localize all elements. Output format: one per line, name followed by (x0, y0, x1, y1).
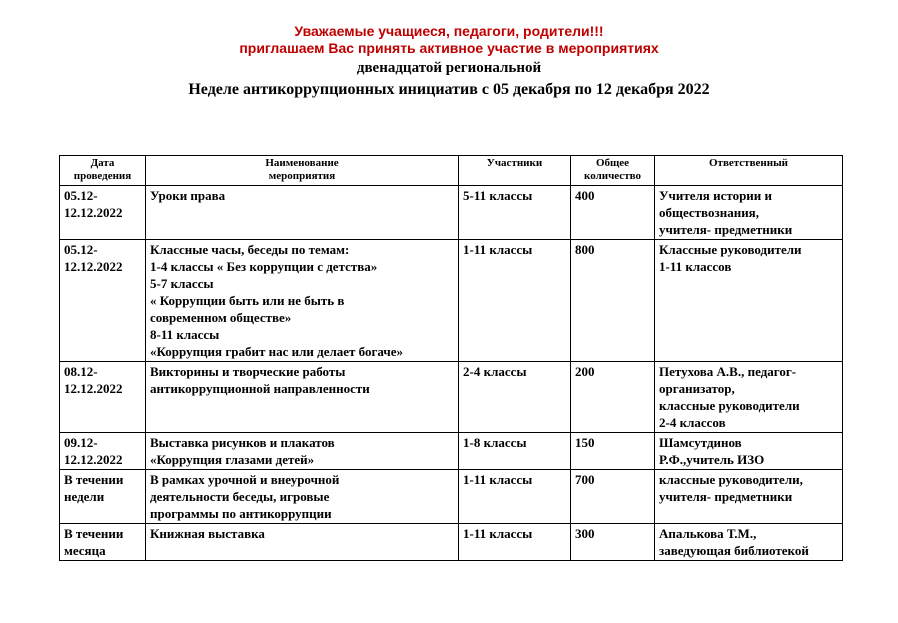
cell-participants: 2-4 классы (459, 362, 571, 433)
cell-name: Викторины и творческие работы антикоррупционной направленности (146, 362, 459, 433)
header-name: Наименование мероприятия (146, 156, 459, 186)
header-line-2: приглашаем Вас принять активное участие в мероприятиях (239, 40, 659, 56)
cell-count: 400 (571, 186, 655, 240)
header-participants: Участники (459, 156, 571, 186)
cell-date: 08.12- 12.12.2022 (60, 362, 146, 433)
header-line-1: Уважаемые учащиеся, педагоги, родители!!! (294, 23, 604, 39)
table-row (60, 433, 843, 470)
header-title: Неделе антикоррупционных инициатив с 05 декабря по 12 декабря 2022 (188, 81, 710, 98)
header-count: Общее количество (571, 156, 655, 186)
cell-count: 300 (571, 524, 655, 561)
cell-responsible: классные руководители, учителя- предметники (655, 470, 843, 524)
cell-date: 09.12- 12.12.2022 (60, 433, 146, 470)
cell-responsible: Петухова А.В., педагог- организатор, классные руководители 2-4 классов (655, 362, 843, 433)
table-row (60, 524, 843, 561)
table-row (60, 362, 843, 433)
cell-count: 700 (571, 470, 655, 524)
cell-responsible: Апалькова Т.М., заведующая библиотекой (655, 524, 843, 561)
cell-responsible: Классные руководители 1-11 классов (655, 240, 843, 362)
cell-count: 200 (571, 362, 655, 433)
cell-name: Книжная выставка (146, 524, 459, 561)
cell-responsible: Учителя истории и обществознания, учителя- предметники (655, 186, 843, 240)
cell-responsible: Шамсутдинов Р.Ф.,учитель ИЗО (655, 433, 843, 470)
table-row (60, 470, 843, 524)
cell-date: В течении месяца (60, 524, 146, 561)
header-date: Дата проведения (60, 156, 146, 186)
cell-participants: 1-11 классы (459, 240, 571, 362)
table-row (60, 186, 843, 240)
cell-participants: 1-11 классы (459, 524, 571, 561)
cell-date: В течении недели (60, 470, 146, 524)
cell-name: Выставка рисунков и плакатов «Коррупция глазами детей» (146, 433, 459, 470)
cell-participants: 1-11 классы (459, 470, 571, 524)
table-row (60, 240, 843, 362)
cell-count: 800 (571, 240, 655, 362)
cell-participants: 5-11 классы (459, 186, 571, 240)
events-table (59, 155, 843, 561)
cell-name: Уроки права (146, 186, 459, 240)
header-responsible: Ответственный (655, 156, 843, 186)
table-header-row (60, 156, 843, 186)
cell-name: В рамках урочной и внеурочной деятельности беседы, игровые программы по антикоррупции (146, 470, 459, 524)
cell-name: Классные часы, беседы по темам: 1-4 классы « Без коррупции с детства» 5-7 классы « Коррупции быть или не быть в современном обществе» 8-11 классы «Коррупция грабит нас или делает богаче» (146, 240, 459, 362)
cell-date: 05.12- 12.12.2022 (60, 240, 146, 362)
cell-date: 05.12- 12.12.2022 (60, 186, 146, 240)
header-line-3: двенадцатой региональной (356, 60, 542, 76)
cell-count: 150 (571, 433, 655, 470)
cell-participants: 1-8 классы (459, 433, 571, 470)
